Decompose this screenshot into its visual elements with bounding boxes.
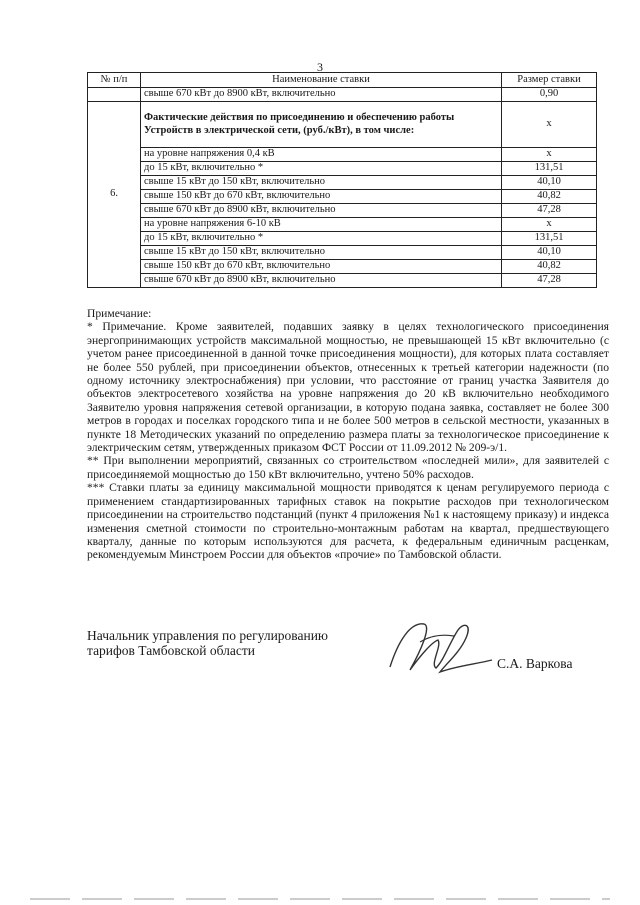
note-single-asterisk: * Примечание. Кроме заявителей, подавших заявку в целях технологического присоединения энергопринимающих устройств максимальной мощностью, не превышающей 15 кВт включительно (с учетом ранее присоединенной в данной точке присоединения мощности), для которых плата составляет не более 550 рублей, при присоединении объектов, отнесенных к третьей категории надежности (по одному источнику электроснабжения) при условии, что расстояние от границ участка Заявителя до объектов электросетевого хозяйства на уровне напряжения до 20 кВ включительно необходимого Заявителю уровня напряжения сетевой организации, в которую подана заявка, составляет не более 300 метров в городах и поселках городского типа и не более 500 метров в сельской местности, указанных в пункте 18 Методических указаний по определению размера платы за технологическое присоединение к электрическим сетям, утвержденных приказом ФСТ России от 11.09.2012 № 209-э/1.: [87, 320, 609, 455]
table-row: [88, 176, 597, 190]
row-value: 47,28: [502, 204, 597, 218]
row-name: свыше 670 кВт до 8900 кВт, включительно: [141, 204, 502, 218]
position-line-1: Начальник управления по регулированию: [87, 628, 329, 643]
header-num: № п/п: [88, 73, 141, 88]
notes-section: [87, 307, 609, 562]
row-name: Фактические действия по присоединению и обеспечению работы Устройств в электрической сети, (руб./кВт), в том числе:: [141, 102, 502, 148]
row-name: до 15 кВт, включительно *: [141, 162, 502, 176]
table-row: [88, 204, 597, 218]
handwritten-signature: [380, 612, 500, 682]
position-line-2: тарифов Тамбовской области: [87, 643, 255, 658]
row-value: 131,51: [502, 162, 597, 176]
row-name: свыше 150 кВт до 670 кВт, включительно: [141, 190, 502, 204]
row-name: свыше 15 кВт до 150 кВт, включительно: [141, 246, 502, 260]
row-value: 40,10: [502, 246, 597, 260]
table-row: [88, 274, 597, 288]
tariff-table: [87, 72, 597, 288]
footer-scan-artifact: [30, 897, 610, 901]
row-value: x: [502, 218, 597, 232]
row-value: 0,90: [502, 88, 597, 102]
row-value: 40,82: [502, 260, 597, 274]
row-name: свыше 150 кВт до 670 кВт, включительно: [141, 260, 502, 274]
row-value: 40,82: [502, 190, 597, 204]
row-num-cell: [88, 88, 141, 102]
row-name: на уровне напряжения 6-10 кВ: [141, 218, 502, 232]
row-value: x: [502, 102, 597, 148]
row-name: на уровне напряжения 0,4 кВ: [141, 148, 502, 162]
table-row: [88, 260, 597, 274]
note-double-asterisk: ** При выполнении мероприятий, связанных со строительством «последней мили», для заявителей с присоединяемой мощностью до 150 кВт включительно, учтено 50% расходов.: [87, 454, 609, 481]
header-value: Размер ставки: [502, 73, 597, 88]
table-row: [88, 218, 597, 232]
row-name: свыше 670 кВт до 8900 кВт, включительно: [141, 88, 502, 102]
table-header-row: [88, 73, 597, 88]
row-name: до 15 кВт, включительно *: [141, 232, 502, 246]
table-row: [88, 190, 597, 204]
table-row: [88, 148, 597, 162]
row-value: 131,51: [502, 232, 597, 246]
note-triple-asterisk: *** Ставки платы за единицу максимальной мощности приводятся к ценам регулируемого периода с применением стандартизированных тарифных ставок на покрытие расходов при технологическом присоединении на строительство подстанций (пункт 4 приложения №1 к настоящему приказу) и индекса изменения сметной стоимости по строительно-монтажным работам на квартал, предшествующего кварталу, данные по которым используются для расчета, к федеральным единичным расценкам, рекомендуемым Минстроем России для объектов «прочие» по Тамбовской области.: [87, 481, 609, 562]
signatory-name: С.А. Варкова: [497, 656, 573, 671]
row-value: x: [502, 148, 597, 162]
row-value: 47,28: [502, 274, 597, 288]
table-row: [88, 102, 597, 148]
signatory-position: [87, 628, 328, 658]
row-value: 40,10: [502, 176, 597, 190]
header-name: Наименование ставки: [141, 73, 502, 88]
table-row: [88, 246, 597, 260]
table-row: [88, 88, 597, 102]
page-number: 3: [317, 60, 323, 74]
row-name: свыше 15 кВт до 150 кВт, включительно: [141, 176, 502, 190]
row-number: 6.: [88, 102, 141, 288]
row-name: свыше 670 кВт до 8900 кВт, включительно: [141, 274, 502, 288]
table-row: [88, 162, 597, 176]
notes-heading: Примечание:: [87, 307, 152, 320]
table-row: [88, 232, 597, 246]
